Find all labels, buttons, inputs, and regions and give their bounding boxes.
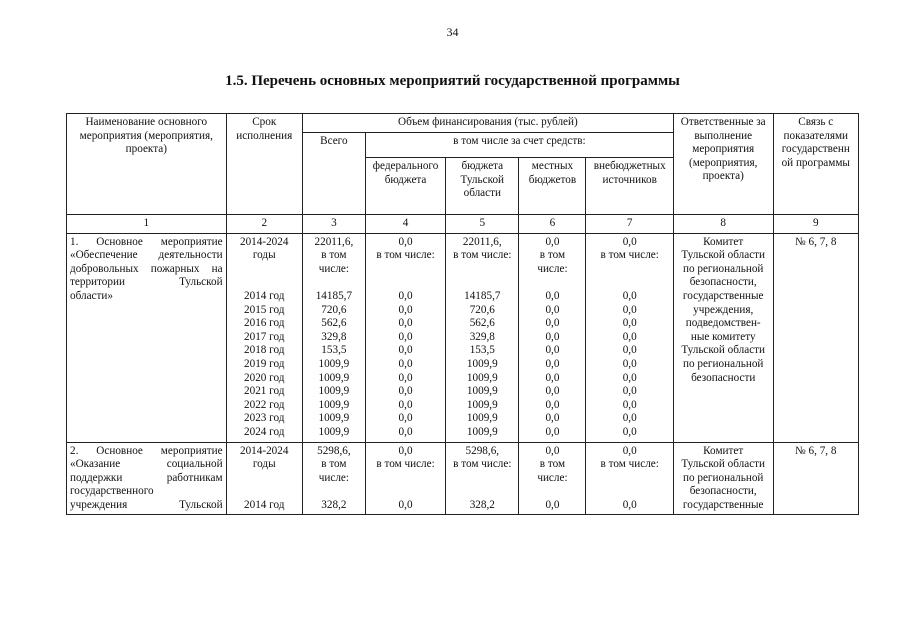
cell-line: 0,0 — [398, 385, 413, 398]
cell-line: 1. Основное мероприятие — [70, 235, 223, 248]
cell-line: 328,2 — [321, 498, 347, 511]
activity-total — [302, 233, 365, 442]
cell-line: безопасности, — [689, 276, 757, 289]
activity-row-1 — [67, 233, 859, 442]
cell-line: 0,0 — [622, 344, 637, 357]
cell-line: 329,8 — [321, 330, 347, 343]
cell-line: 2017 год — [244, 330, 285, 343]
header-regional: бюджета Тульской области — [446, 158, 519, 215]
cell-line: 0,0 — [545, 235, 560, 248]
cell-line: по региональной — [683, 357, 764, 370]
cell-line: 1009,9 — [318, 398, 350, 411]
col-number-5: 5 — [446, 215, 519, 234]
cell-line: 0,0 — [398, 498, 413, 511]
cell-line: в том — [321, 249, 347, 262]
cell-line: 2023 год — [244, 412, 285, 425]
cell-line: 2014-2024 — [239, 444, 289, 457]
activity-row-2 — [67, 442, 859, 515]
cell-line: «Оказание социальной — [70, 458, 223, 471]
cell-line: 1009,9 — [318, 425, 350, 438]
col-number-4: 4 — [365, 215, 445, 234]
header-federal: федерального бюджета — [365, 158, 445, 215]
activity-term — [226, 233, 302, 442]
col-number-9: 9 — [773, 215, 858, 234]
cell-line: 720,6 — [469, 303, 495, 316]
cell-line: безопасности, — [689, 485, 757, 498]
activity-responsible — [673, 233, 773, 442]
cell-line: 0,0 — [622, 303, 637, 316]
col-number-2: 2 — [226, 215, 302, 234]
cell-line: 5298,6, — [465, 444, 500, 457]
cell-line: 0,0 — [398, 344, 413, 357]
cell-line: годы — [252, 249, 276, 262]
activity-name — [67, 442, 227, 515]
cell-line: 0,0 — [545, 498, 560, 511]
cell-line: в том числе: — [376, 249, 435, 262]
activity-total — [302, 442, 365, 515]
cell-line: учреждения, — [693, 303, 754, 316]
cell-line: 14185,7 — [315, 289, 353, 302]
cell-line: 0,0 — [622, 371, 637, 384]
cell-line: 0,0 — [398, 371, 413, 384]
cell-line: 0,0 — [545, 303, 560, 316]
cell-line: в том числе: — [600, 458, 659, 471]
cell-line: 329,8 — [469, 330, 495, 343]
header-responsible: Ответственные за выполнение мероприятия (мероприятия, проекта) — [673, 114, 773, 215]
cell-line: в том — [539, 249, 566, 262]
cell-line: 1009,9 — [466, 398, 498, 411]
cell-line: числе: — [318, 471, 349, 484]
cell-line: 0,0 — [398, 317, 413, 330]
cell-line: 1009,9 — [466, 371, 498, 384]
cell-line: 0,0 — [622, 398, 637, 411]
activity-term — [226, 442, 302, 515]
header-term: Срок исполнения — [226, 114, 302, 215]
header-local: местных бюджетов — [519, 158, 586, 215]
activity-extra — [586, 233, 673, 442]
cell-line: области» — [70, 289, 113, 302]
cell-line: 0,0 — [545, 398, 560, 411]
header-link: Связь с показателями государственн ой программы — [773, 114, 858, 215]
cell-line: 2015 год — [244, 303, 285, 316]
cell-line: 0,0 — [398, 444, 413, 457]
cell-line: подведомствен- — [685, 317, 761, 330]
cell-line: 2014-2024 — [239, 235, 289, 248]
cell-line: 22011,6, — [462, 235, 502, 248]
cell-line: Комитет — [703, 444, 744, 457]
activity-federal — [365, 233, 445, 442]
cell-line: 5298,6, — [317, 444, 351, 457]
cell-line: Тульской области — [681, 249, 766, 262]
cell-line: 0,0 — [398, 398, 413, 411]
cell-line: 0,0 — [545, 412, 560, 425]
cell-line: государственные — [682, 498, 764, 511]
cell-line: 2021 год — [244, 385, 285, 398]
cell-line: 1009,9 — [466, 412, 498, 425]
cell-line: 0,0 — [398, 303, 413, 316]
cell-line: числе: — [537, 262, 568, 275]
cell-line: добровольных пожарных на — [70, 262, 223, 275]
cell-line: 0,0 — [398, 235, 413, 248]
cell-line: 1009,9 — [318, 357, 350, 370]
header-total: Всего — [302, 132, 365, 214]
cell-line: 0,0 — [398, 412, 413, 425]
cell-line: поддержки работникам — [70, 471, 223, 484]
cell-line: 0,0 — [545, 444, 560, 457]
activity-local — [519, 233, 586, 442]
cell-line: 328,2 — [469, 498, 495, 511]
cell-line: 2020 год — [244, 371, 285, 384]
cell-line: 1009,9 — [318, 385, 350, 398]
cell-line: 0,0 — [622, 289, 637, 302]
cell-line: 14185,7 — [464, 289, 501, 302]
cell-line: 0,0 — [545, 371, 560, 384]
cell-line: 1009,9 — [466, 357, 498, 370]
cell-line: 2. Основное мероприятие — [70, 444, 223, 457]
activities-table — [66, 113, 859, 515]
header-extra: внебюджетных источников — [586, 158, 673, 215]
cell-line: 0,0 — [622, 235, 637, 248]
cell-line: по региональной — [683, 262, 764, 275]
cell-line: 1009,9 — [318, 371, 350, 384]
cell-line: безопасности — [691, 371, 756, 384]
cell-line: 2022 год — [244, 398, 285, 411]
col-number-3: 3 — [302, 215, 365, 234]
cell-line: числе: — [537, 471, 568, 484]
cell-line: Тульской области — [681, 458, 766, 471]
col-number-8: 8 — [673, 215, 773, 234]
activity-responsible — [673, 442, 773, 515]
cell-line: по региональной — [683, 471, 764, 484]
cell-line: в том числе: — [453, 458, 512, 471]
cell-line: территории Тульской — [70, 276, 223, 289]
activity-federal — [365, 442, 445, 515]
cell-line: учреждения Тульской — [70, 498, 223, 511]
cell-line: 0,0 — [622, 357, 637, 370]
header-name: Наименование основного мероприятия (мероприятия, проекта) — [67, 114, 227, 215]
activity-extra — [586, 442, 673, 515]
cell-line: 0,0 — [622, 330, 637, 343]
cell-line: 0,0 — [398, 425, 413, 438]
col-number-1: 1 — [67, 215, 227, 234]
col-number-7: 7 — [586, 215, 673, 234]
cell-line: 562,6 — [469, 317, 495, 330]
cell-line: 0,0 — [545, 317, 560, 330]
header-row-1 — [67, 114, 859, 133]
cell-line: 1009,9 — [466, 425, 498, 438]
cell-line: в том числе: — [453, 249, 512, 262]
cell-line: в том числе: — [376, 458, 435, 471]
cell-line: годы — [252, 458, 276, 471]
cell-line: 1009,9 — [466, 385, 498, 398]
cell-line: ные комитету — [690, 330, 756, 343]
cell-line: в том — [539, 458, 566, 471]
cell-line: 0,0 — [622, 385, 637, 398]
cell-line: в том — [321, 458, 347, 471]
cell-line: государственного — [70, 485, 154, 498]
cell-line: 0,0 — [398, 357, 413, 370]
cell-line: 0,0 — [545, 357, 560, 370]
activity-link: № 6, 7, 8 — [773, 442, 858, 515]
activity-regional — [446, 442, 519, 515]
cell-line: 2018 год — [244, 344, 285, 357]
activity-link: № 6, 7, 8 — [773, 233, 858, 442]
cell-line: 720,6 — [321, 303, 347, 316]
cell-line: 153,5 — [469, 344, 495, 357]
cell-line: 0,0 — [622, 412, 637, 425]
cell-line: 1009,9 — [318, 412, 350, 425]
cell-line: 0,0 — [398, 330, 413, 343]
cell-line: 2019 год — [244, 357, 285, 370]
header-incl: в том числе за счет средств: — [365, 132, 673, 157]
cell-line: 0,0 — [622, 444, 637, 457]
cell-line: 2014 год — [244, 498, 285, 511]
cell-line: 22011,6, — [314, 235, 354, 248]
page-number: 34 — [446, 25, 459, 39]
cell-line: «Обеспечение деятельности — [70, 249, 223, 262]
cell-line: Тульской области — [681, 344, 766, 357]
cell-line: Комитет — [703, 235, 744, 248]
cell-line: 0,0 — [398, 289, 413, 302]
cell-line: в том числе: — [600, 249, 659, 262]
cell-line: 2014 год — [244, 289, 285, 302]
cell-line: 0,0 — [545, 330, 560, 343]
cell-line: 0,0 — [545, 425, 560, 438]
cell-line: 0,0 — [545, 344, 560, 357]
header-funding: Объем финансирования (тыс. рублей) — [302, 114, 673, 133]
cell-line: 2024 год — [244, 425, 285, 438]
cell-line: 153,5 — [321, 344, 347, 357]
column-number-row — [67, 215, 859, 234]
cell-line: государственные — [682, 289, 764, 302]
section-title: 1.5. Перечень основных мероприятий государственной программы — [225, 73, 680, 89]
cell-line: 0,0 — [545, 385, 560, 398]
activity-name — [67, 233, 227, 442]
cell-line: числе: — [318, 262, 349, 275]
activity-regional — [446, 233, 519, 442]
cell-line: 0,0 — [622, 425, 637, 438]
activity-local — [519, 442, 586, 515]
col-number-6: 6 — [519, 215, 586, 234]
cell-line: 0,0 — [622, 317, 637, 330]
cell-line: 0,0 — [545, 289, 560, 302]
cell-line: 0,0 — [622, 498, 637, 511]
cell-line: 2016 год — [244, 317, 285, 330]
cell-line: 562,6 — [321, 317, 347, 330]
